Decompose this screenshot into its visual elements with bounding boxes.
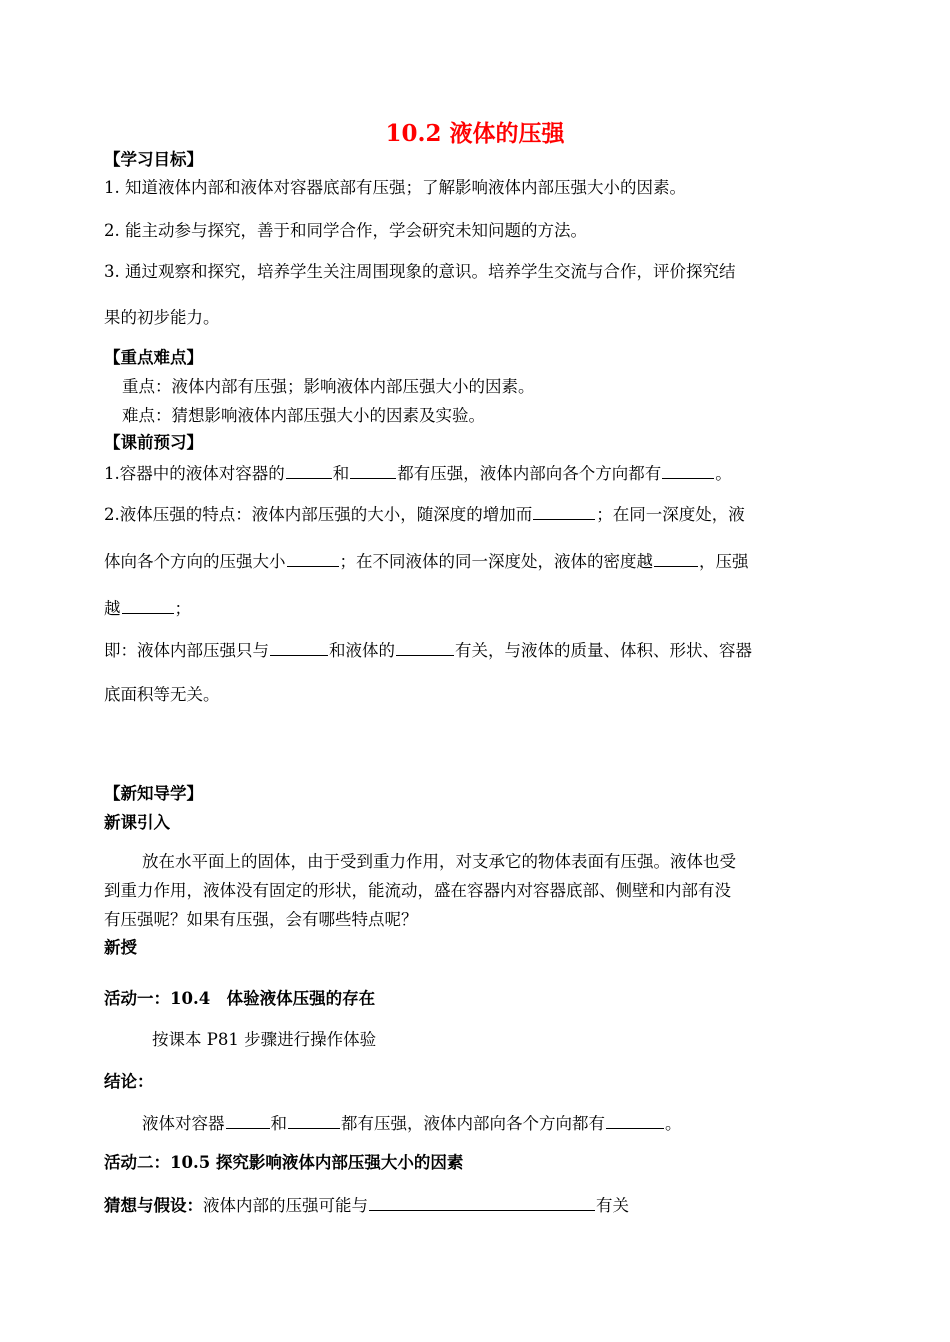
preview-question-2-line-2: 体向各个方向的压强大小 ；在不同液体的同一深度处，液体的密度越 ，压强 (104, 549, 749, 573)
conclusion-label: 结论： (104, 1072, 154, 1091)
keypoints-heading: 【重点难点】 (104, 348, 203, 367)
answer-blank[interactable] (286, 461, 332, 479)
answer-blank[interactable] (662, 461, 714, 479)
objective-item-2: 2. 能主动参与探究，善于和同学合作，学会研究未知问题的方法。 (104, 221, 587, 240)
hypothesis-label: 猜想与假设： (104, 1196, 203, 1215)
objective-item-1: 1. 知道液体内部和液体对容器底部有压强；了解影响液体内部压强大小的因素。 (104, 178, 686, 197)
activity-1-title: 活动一：10.4 体验液体压强的存在 (104, 989, 376, 1008)
intro-heading: 新课引入 (104, 813, 170, 832)
answer-blank[interactable] (606, 1111, 664, 1129)
activity-1-step: 按课本 P81 步骤进行操作体验 (152, 1030, 377, 1049)
new-knowledge-heading: 【新知导学】 (104, 784, 203, 803)
activity-2-title: 活动二：10.5 探究影响液体内部压强大小的因素 (104, 1153, 464, 1172)
objective-item-3: 3. 通过观察和探究，培养学生关注周围现象的意识。培养学生交流与合作，评价探究结 (104, 262, 736, 281)
intro-line-1: 放在水平面上的固体，由于受到重力作用，对支承它的物体表面有压强。液体也受 (142, 852, 736, 871)
hypothesis-line: 猜想与假设：液体内部的压强可能与 有关 (104, 1193, 629, 1217)
preview-question-2-line-3: 越 ； (104, 596, 191, 620)
answer-blank[interactable] (654, 549, 698, 567)
answer-blank[interactable] (270, 638, 328, 656)
preview-question-3-line-1: 即：液体内部压强只与 和液体的 有关，与液体的质量、体积、形状、容器 (104, 638, 752, 662)
answer-blank[interactable] (350, 461, 396, 479)
answer-blank[interactable] (287, 549, 339, 567)
answer-blank[interactable] (533, 502, 595, 520)
answer-blank[interactable] (122, 596, 174, 614)
intro-line-2: 到重力作用，液体没有固定的形状，能流动，盛在容器内对容器底部、侧壁和内部有没 (104, 881, 731, 900)
objectives-heading: 【学习目标】 (104, 150, 203, 169)
conclusion-text: 液体对容器 和 都有压强，液体内部向各个方向都有 。 (142, 1111, 682, 1135)
key-point: 重点：液体内部有压强；影响液体内部压强大小的因素。 (122, 377, 535, 396)
answer-blank[interactable] (369, 1193, 595, 1211)
preview-question-3-line-2: 底面积等无关。 (104, 685, 220, 704)
difficulty-point: 难点：猜想影响液体内部压强大小的因素及实验。 (122, 406, 485, 425)
answer-blank[interactable] (288, 1111, 340, 1129)
answer-blank[interactable] (226, 1111, 270, 1129)
preview-heading: 【课前预习】 (104, 433, 203, 452)
page-title: 10.2 液体的压强 (385, 120, 565, 147)
preview-question-1: 1.容器中的液体对容器的 和 都有压强，液体内部向各个方向都有 。 (104, 461, 732, 485)
teach-heading: 新授 (104, 938, 137, 957)
preview-question-2-line-1: 2.液体压强的特点：液体内部压强的大小，随深度的增加而 ；在同一深度处，液 (104, 502, 745, 526)
intro-line-3: 有压强呢？如果有压强，会有哪些特点呢？ (104, 910, 418, 929)
answer-blank[interactable] (396, 638, 454, 656)
objective-item-3-cont: 果的初步能力。 (104, 308, 220, 327)
